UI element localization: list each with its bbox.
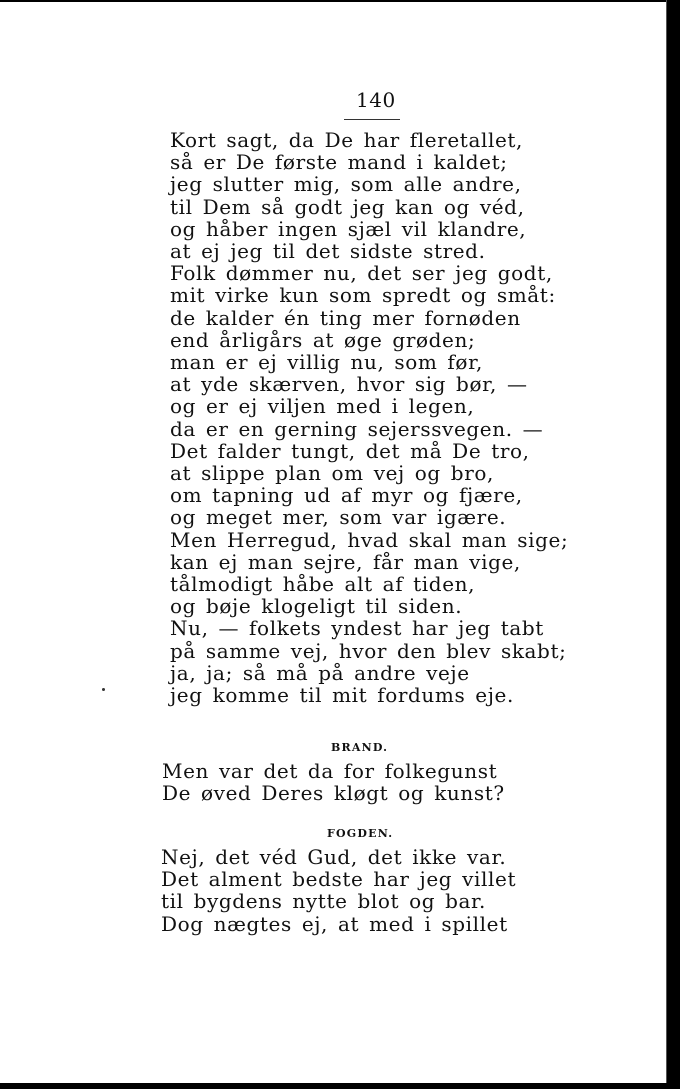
verse-line: ja, ja; så må på andre veje — [170, 660, 470, 685]
verse-line: til Dem så godt jeg kan og véd, — [170, 194, 525, 219]
verse-line: tålmodigt håbe alt af tiden, — [170, 572, 476, 597]
verse-line: Dog nægtes ej, at med i spillet — [161, 911, 508, 936]
speaker-name-brand: BRAND. — [331, 741, 389, 754]
verse-line: end årligårs at øge grøden; — [170, 327, 476, 352]
verse-line: og meget mer, som var igære. — [170, 505, 507, 530]
speaker-name-fogden: FOGDEN. — [327, 827, 394, 840]
verse-line: da er en gerning sejerssvegen. — — [170, 416, 544, 441]
verse-line: Folk dømmer nu, det ser jeg godt, — [170, 261, 553, 286]
verse-line: om tapning ud af myr og fjære, — [170, 483, 523, 508]
verse-line: og håber ingen sjæl vil klandre, — [170, 216, 527, 241]
scan-border-bottom — [0, 1083, 680, 1089]
verse-line: Kort sagt, da De har fleretallet, — [170, 128, 523, 152]
page-number-rule — [344, 119, 400, 120]
verse-line: så er De første mand i kaldet; — [170, 150, 508, 175]
verse-line: Det falder tungt, det må De tro, — [170, 438, 530, 463]
verse-line: jeg komme til mit fordums eje. — [170, 683, 514, 708]
ink-speck — [102, 688, 105, 691]
verse-line: Nu, — folkets yndest har jeg tabt — [170, 616, 544, 641]
verse-line: jeg slutter mig, som alle andre, — [170, 172, 522, 197]
verse-line: De øved Deres kløgt og kunst? — [162, 781, 505, 806]
verse-line: Men Herregud, hvad skal man sige; — [170, 527, 569, 552]
verse-line: Men var det da for folkegunst — [162, 759, 498, 783]
stanza-3 — [161, 846, 516, 935]
stanza-2 — [162, 760, 505, 804]
verse-line: mit virke kun som spredt og småt: — [170, 283, 556, 308]
scan-border-top — [0, 0, 680, 2]
verse-line: kan ej man sejre, får man vige, — [170, 549, 521, 574]
page-number: 140 — [356, 88, 396, 112]
verse-line: Det alment bedste har jeg villet — [161, 867, 517, 892]
verse-line: Nej, det véd Gud, det ikke var. — [161, 845, 507, 869]
verse-line: de kalder én ting mer fornøden — [170, 305, 521, 330]
verse-line: til bygdens nytte blot og bar. — [161, 889, 486, 914]
verse-line: og bøje klogeligt til siden. — [170, 594, 463, 619]
verse-line: at yde skærven, hvor sig bør, — — [170, 372, 528, 397]
verse-line: og er ej viljen med i legen, — [170, 394, 475, 419]
verse-line: på samme vej, hvor den blev skabt; — [170, 638, 567, 663]
verse-line: man er ej villig nu, som før, — [170, 350, 483, 375]
scan-border-right — [667, 0, 680, 1089]
verse-line: at ej jeg til det sidste stred. — [170, 239, 486, 264]
verse-line: at slippe plan om vej og bro, — [170, 461, 494, 486]
stanza-1 — [170, 129, 568, 706]
